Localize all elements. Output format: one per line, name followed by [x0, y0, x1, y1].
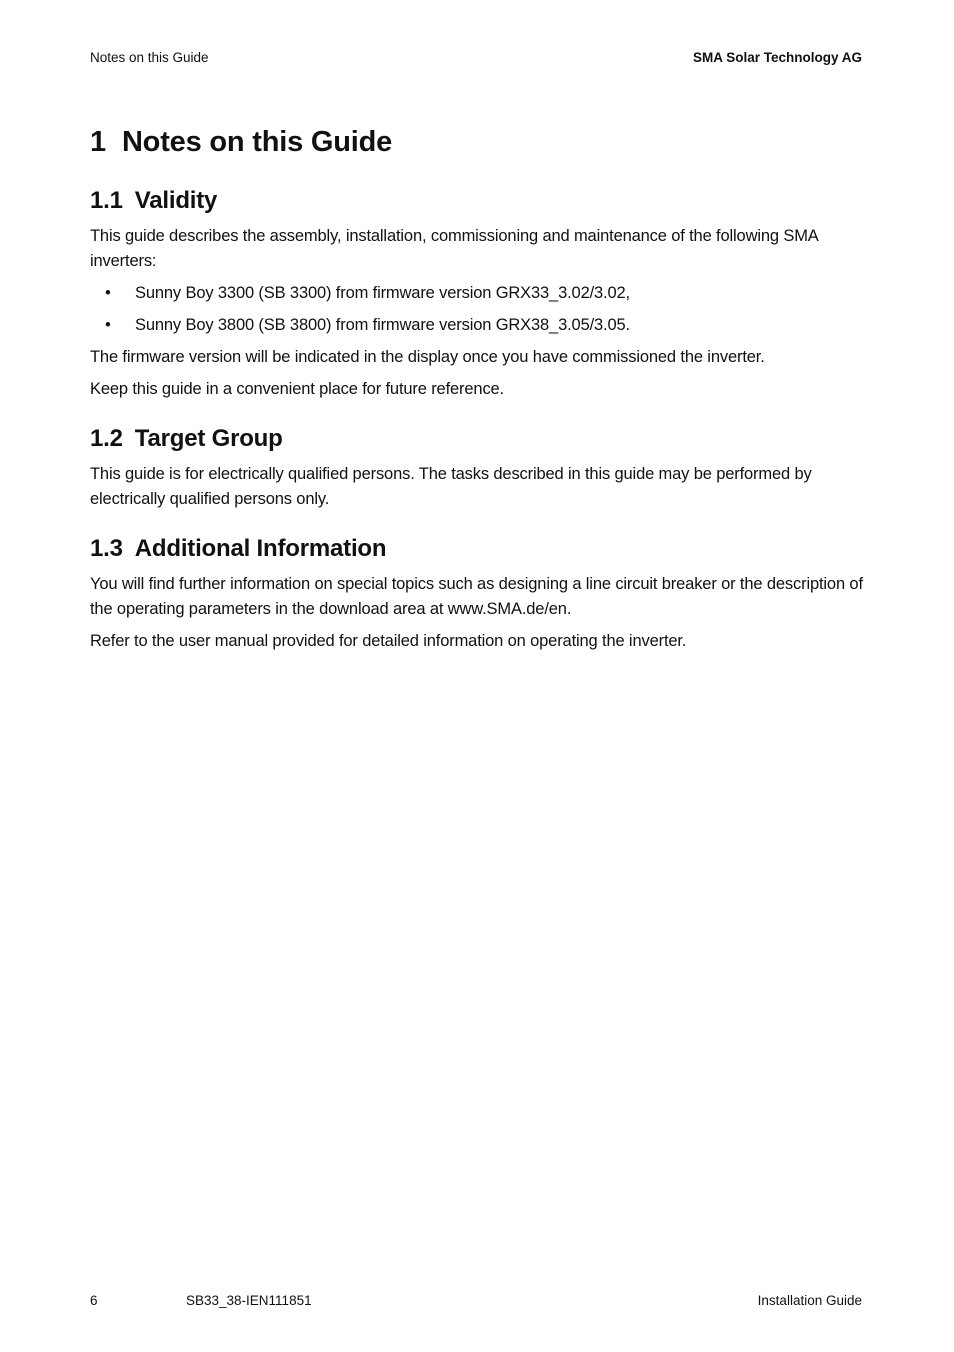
document-id: SB33_38-IEN111851: [186, 1293, 312, 1308]
document-type: Installation Guide: [757, 1293, 862, 1308]
section-number: 1.2: [90, 425, 123, 452]
paragraph: You will find further information on special topics such as designing a line circuit breaker or the description of the operating parameters in the download area at www.SMA.de/en.: [90, 575, 863, 618]
bullet-list: [90, 281, 865, 338]
chapter-heading: [90, 124, 865, 160]
bullet-icon: •: [105, 284, 111, 302]
paragraph: This guide is for electrically qualified persons. The tasks described in this guide may be performed by electrically qualified persons only.: [90, 465, 812, 508]
section-validity: [90, 186, 865, 402]
paragraph: Keep this guide in a convenient place for future reference.: [90, 380, 505, 398]
bullet-icon: •: [105, 316, 111, 334]
chapter-title: Notes on this Guide: [121, 126, 393, 158]
section-title: Validity: [134, 187, 218, 214]
list-item-text: Sunny Boy 3800 (SB 3800) from firmware version GRX38_3.05/3.05.: [135, 316, 630, 334]
running-header-company: SMA Solar Technology AG: [692, 50, 862, 65]
list-item: [90, 281, 865, 306]
section-title: Target Group: [134, 425, 283, 452]
section-heading: [90, 186, 865, 216]
section-number: 1.1: [90, 187, 123, 214]
section-target-group: [90, 424, 865, 512]
paragraph: The firmware version will be indicated in the display once you have commissioned the inverter.: [90, 348, 765, 366]
page-number: 6: [90, 1293, 98, 1308]
list-item-text: Sunny Boy 3300 (SB 3300) from firmware version GRX33_3.02/3.02,: [135, 284, 630, 302]
section-additional-information: [90, 534, 865, 654]
running-header-title: Notes on this Guide: [90, 50, 209, 65]
chapter-number: 1: [90, 126, 106, 158]
paragraph: This guide describes the assembly, installation, commissioning and maintenance of the following SMA inverters:: [90, 227, 818, 270]
section-title: Additional Information: [134, 535, 387, 562]
paragraph: Refer to the user manual provided for detailed information on operating the inverter.: [90, 632, 687, 650]
page-content: [90, 124, 865, 676]
section-heading: [90, 534, 865, 564]
list-item: [90, 313, 865, 338]
section-heading: [90, 424, 865, 454]
section-number: 1.3: [90, 535, 123, 562]
